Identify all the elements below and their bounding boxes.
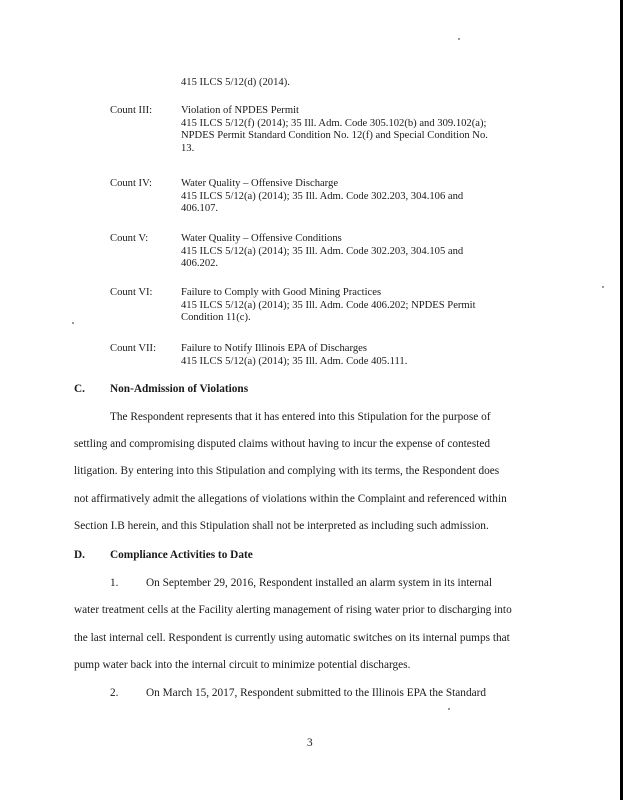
paragraph-line: pump water back into the internal circuit to minimize potential discharges. — [74, 659, 411, 671]
count-description — [181, 233, 463, 271]
section-letter: D. — [74, 549, 85, 561]
count-line: 415 ILCS 5/12(a) (2014); 35 Ill. Adm. Code 302.203, 304.106 and — [181, 190, 464, 202]
count-description — [181, 105, 488, 155]
count-description — [181, 178, 463, 216]
paragraph-line: Section I.B herein, and this Stipulation shall not be interpreted as including such admission. — [74, 520, 489, 532]
count-line: Water Quality – Offensive Discharge — [181, 178, 339, 189]
count-line: 13. — [181, 142, 195, 154]
section-letter: C. — [74, 383, 85, 395]
citation-line: 415 ILCS 5/12(d) (2014). — [181, 77, 290, 88]
count-line: 415 ILCS 5/12(a) (2014); 35 Ill. Adm. Code 405.111. — [181, 355, 408, 367]
count-line: Failure to Notify Illinois EPA of Discharges — [181, 343, 367, 354]
count-line: Violation of NPDES Permit — [181, 105, 299, 116]
scan-speck — [458, 38, 460, 40]
count-label: Count VI: — [110, 287, 153, 298]
paragraph-line: the last internal cell. Respondent is currently using automatic switches on its internal pumps that — [74, 632, 510, 644]
paragraph-line: litigation. By entering into this Stipulation and complying with its terms, the Respondent does — [74, 465, 500, 477]
paragraph-line: On September 29, 2016, Respondent installed an alarm system in its internal — [146, 577, 493, 589]
count-line: 406.202. — [181, 258, 219, 270]
scan-speck — [72, 322, 74, 324]
count-label: Count IV: — [110, 178, 152, 189]
paragraph-line: settling and compromising disputed claims without having to incur the expense of contested — [74, 438, 491, 450]
paragraph-line: not affirmatively admit the allegations of violations within the Complaint and referenced within — [74, 493, 507, 505]
count-label: Count VII: — [110, 343, 157, 354]
count-line: 415 ILCS 5/12(a) (2014); 35 Ill. Adm. Code 302.203, 304.105 and — [181, 245, 464, 257]
page-number: 3 — [307, 737, 313, 749]
count-line: 406.107. — [181, 203, 219, 215]
count-label: Count III: — [110, 105, 153, 116]
scan-speck — [448, 708, 450, 710]
scan-speck — [602, 286, 604, 288]
paragraph-line: The Respondent represents that it has entered into this Stipulation for the purpose of — [110, 411, 491, 423]
paragraph-line: water treatment cells at the Facility alerting management of rising water prior to discharging into — [74, 604, 512, 616]
count-description — [181, 287, 476, 325]
count-line: Water Quality – Offensive Conditions — [181, 233, 342, 244]
paragraph-line: On March 15, 2017, Respondent submitted to the Illinois EPA the Standard — [146, 687, 487, 699]
count-label: Count V: — [110, 233, 149, 244]
item-number: 2. — [110, 687, 119, 699]
section-title: Non-Admission of Violations — [110, 383, 249, 395]
item-number: 1. — [110, 577, 119, 589]
count-line: Condition 11(c). — [181, 312, 251, 324]
count-line: NPDES Permit Standard Condition No. 12(f) and Special Condition No. — [181, 130, 488, 142]
count-description — [181, 343, 407, 368]
section-title: Compliance Activities to Date — [110, 549, 253, 561]
count-line: 415 ILCS 5/12(a) (2014); 35 Ill. Adm. Code 406.202; NPDES Permit — [181, 299, 476, 311]
count-line: 415 ILCS 5/12(f) (2014); 35 Ill. Adm. Code 305.102(b) and 309.102(a); — [181, 117, 487, 129]
count-line: Failure to Comply with Good Mining Practices — [181, 287, 382, 298]
